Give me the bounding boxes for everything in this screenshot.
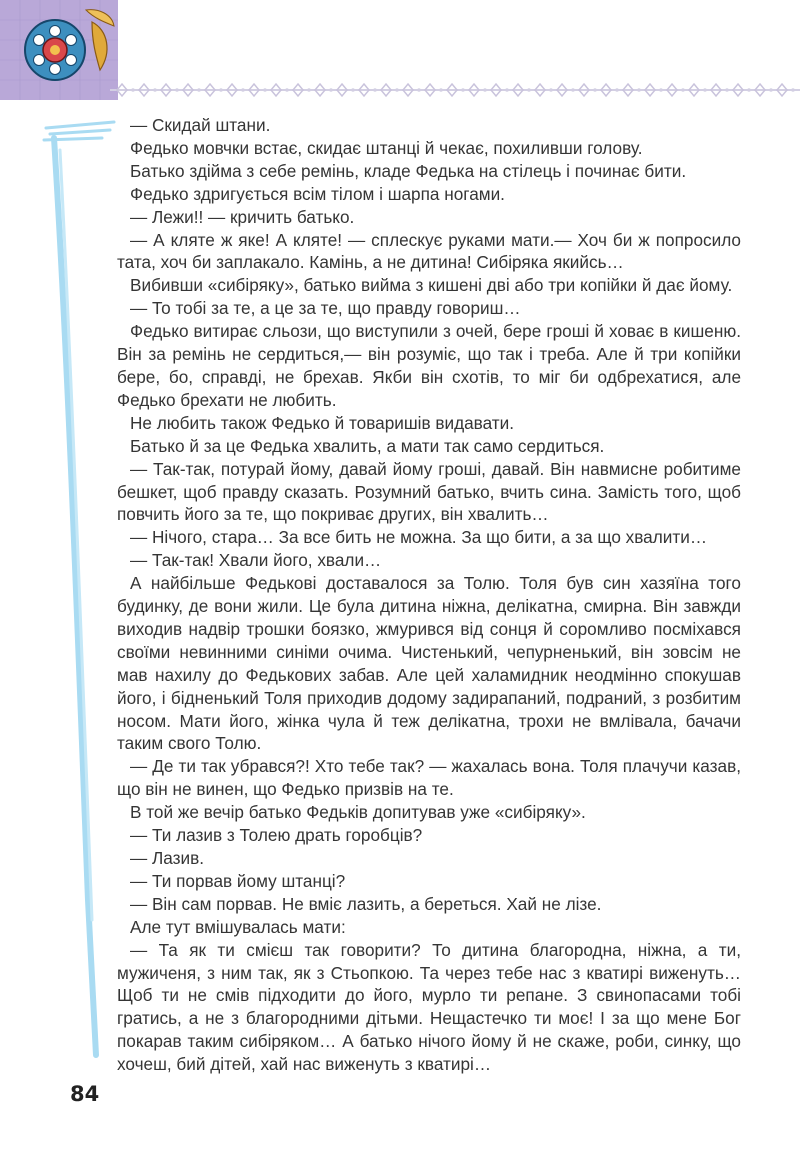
paragraph: — Та як ти смієш так говорити? То дитина благородна, ніжна, а ти, мужиченя, з ним так, як з Стьопкою. Та через тебе нас з кватирі виженуть… Щоб ти не смів підходити до його, мурло ти репане. З свинопасами тобі гратись, а не з благородними дітьми. Нещастечко ти моє! І за що мене Бог покарав таким сибіряком… А батько нічого йому й не скаже, роби, синку, що хочеш, бий дітей, хай нас виженуть з кватирі… (117, 939, 741, 1075)
paragraph: Федько витирає сльози, що виступили з очей, бере гроші й ховає в кишеню. Він за ремінь не сердиться,— він розуміє, що так і треба. Але й три копійки бере, бо, справді, не брехав. Якби він схотів, то міг би одбрехатися, але Федько брехати не любить. (117, 321, 741, 410)
paragraph: Батько здійма з себе ремінь, кладе Федька на стілець і починає бити. (130, 160, 687, 181)
paragraph: Але тут вмішувалась мати: (130, 916, 346, 937)
margin-brush-icon (40, 120, 120, 1060)
paragraph: — Він сам порвав. Не вміє лазить, а береться. Хай не лізе. (130, 893, 602, 914)
paragraph: В той же вечір батько Федьків допитував уже «сибіряку». (130, 802, 586, 823)
paragraph: — Де ти так убрався?! Хто тебе так? — жахалась вона. Толя плачучи казав, що він не винен, що Федько призвів на те. (117, 756, 741, 800)
paragraph: — Скидай штани. (130, 115, 271, 135)
paragraph: — Ти порвав йому штанці? (130, 870, 346, 891)
paragraph: — А кляте ж яке! А кляте! — сплескує руками мати.— Хоч би ж попросило тата, хоч би заплакало. Камінь, а не дитина! Сибіряка якийсь… (117, 229, 741, 273)
paragraph: — Лазив. (130, 848, 204, 868)
page-number: 84 (70, 1082, 100, 1106)
paragraph: — Лежи!! — кричить батько. (130, 206, 355, 227)
paragraph: — Так-так! Хвали його, хвали… (130, 550, 382, 571)
flower-ornament-icon (0, 0, 118, 100)
paragraph: Федько мовчки встає, скидає штанці й чекає, похиливши голову. (130, 137, 643, 158)
text-column (117, 114, 741, 1076)
paragraph: Батько й за це Федька хвалить, а мати так само сердиться. (130, 435, 605, 456)
paragraph: — То тобі за те, а це за те, що правду говориш… (130, 298, 521, 319)
paragraph: А найбільше Федькові доставалося за Толю. Толя був син хазяїна того будинку, де вони жили. Це була дитина ніжна, делікатна, смирна. Він завжди виходив надвір трошки боязко, жмурився від сонця й соромливо посміхався своїми невинними синіми очима. Чистенький, чепурненький, він зовсім не мав нахилу до Федькових забав. Але цей халамидник неодмінно спокушав його, і бідненький Толя приходив додому задирапаний, подраний, з розбитим носом. Мати його, жінка чула й теж делікатна, трохи не вмлівала, бачачи таким свого Толю. (117, 573, 741, 754)
paragraph: Вибивши «сибіряку», батько виймa з кишені дві або три копійки й дає йому. (130, 275, 733, 296)
paragraph: Федько здригується всім тілом і шарпа ногами. (130, 183, 505, 204)
paragraph: — Нічого, стара… За все бить не можна. За що бити, а за що хвалити… (130, 527, 708, 548)
paragraph: — Ти лазив з Толею драть горобців? (130, 825, 423, 846)
paragraph: — Так-так, потурай йому, давай йому гроші, давай. Він навмисне робитиме бешкет, щоб правду сказать. Розумний батько, вчить сина. Замість того, щоб повчить його за те, що покриває других, він хвалить… (117, 458, 741, 525)
paragraph: Не любить також Федько й товаришів видавати. (130, 412, 515, 433)
decorative-border-icon (110, 80, 800, 100)
